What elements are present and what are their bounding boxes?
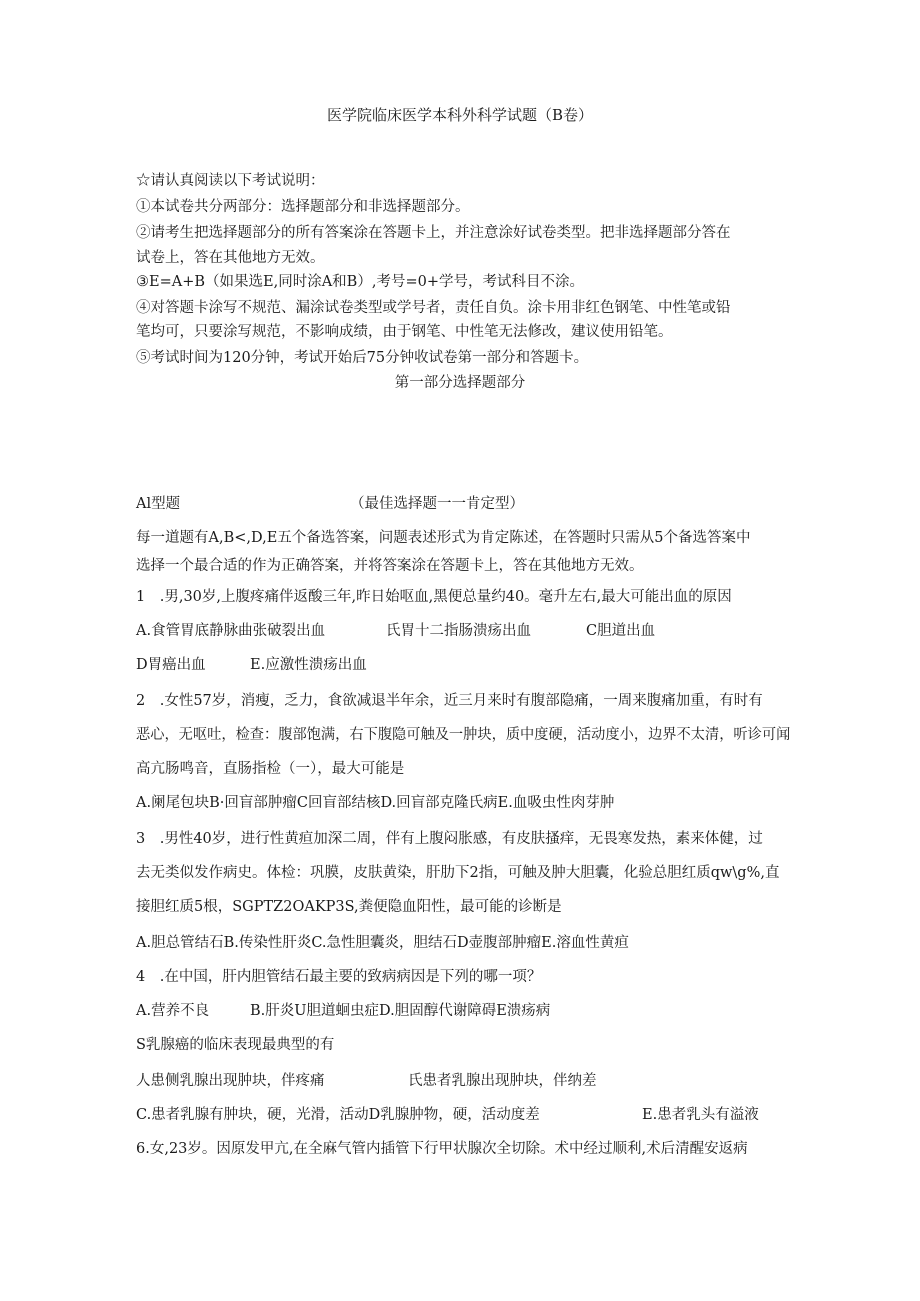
instructions-header: ☆请认真阅读以下考试说明：	[136, 173, 325, 189]
instruction-item-4: ④对答题卡涂写不规范、漏涂试卷类型或学号者，责任自负。涂卡用非红色钢笔、中性笔或铅	[136, 300, 731, 316]
question-5-option-b: 氏患者乳腺出现肿块，伴纳差	[408, 1073, 597, 1089]
question-2-stem-cont: 恶心，无呕吐，检查：腹部饱满，右下腹隐可触及一肿块，质中度硬，活动度小，边界不太清，听诊可闻	[136, 727, 791, 743]
question-3-options: A.胆总管结石B.传染性肝炎C.急性胆囊炎，胆结石D壶腹部肿瘤E.溶血性黄疸	[136, 935, 629, 951]
section-type: Al型题	[136, 496, 181, 512]
section-intro-cont: 选择一个最合适的作为正确答案，并将答案涂在答题卡上，答在其他地方无效。	[136, 558, 644, 574]
instruction-item-4-cont: 笔均可，只要涂写规范，不影响成绩，由于钢笔、中性笔无法修改，建议使用铅笔。	[136, 324, 673, 340]
question-1-option-b: 氏胃十二指肠溃疡出血	[386, 623, 531, 639]
question-5-option-e: E.患者乳头有溢液	[642, 1107, 759, 1123]
question-4-option-a: A.营养不良	[136, 1003, 210, 1019]
question-1-option-a: A.食管胃底静脉曲张破裂出血	[136, 623, 326, 639]
question-1-option-e: E.应激性溃疡出血	[250, 657, 367, 673]
instruction-item-1: ①本试卷共分两部分：选择题部分和非选择题部分。	[136, 199, 470, 215]
question-3-stem-cont: 去无类似发作病史。体检：巩膜，皮肤黄染，肝肋下2指，可触及肿大胆囊，化验总胆红质qw\g%,直	[136, 865, 780, 881]
question-5-stem: S乳腺癌的临床表现最典型的有	[136, 1037, 335, 1053]
question-4-stem: 4 .在中国，肝内胆管结石最主要的致病病因是下列的哪一项？	[136, 969, 542, 985]
instruction-item-2-cont: 试卷上，答在其他地方无效。	[136, 250, 325, 266]
instruction-item-5: ⑤考试时间为120分钟，考试开始后75分钟收试卷第一部分和答题卡。	[136, 350, 589, 366]
question-1-option-c: C胆道出血	[586, 623, 656, 639]
question-1-option-d: D胃癌出血	[136, 657, 206, 673]
exam-title: 医学院临床医学本科外科学试题（B卷）	[326, 106, 594, 124]
question-2-options: A.阑尾包块B·回盲部肿瘤C回盲部结核D.回盲部克隆氏病E.血吸虫性肉芽肿	[136, 795, 615, 811]
question-2-stem: 2 .女性57岁，消瘦，乏力，食欲减退半年余，近三月来时有腹部隐痛，一周来腹痛加重，有时有	[136, 693, 763, 709]
question-1-stem: 1 .男,30岁,上腹疼痛伴返酸三年,昨日始呕血,黑便总量约40。毫升左右,最大可能出血的原因	[136, 589, 732, 605]
instruction-item-2: ②请考生把选择题部分的所有答案涂在答题卡上，并注意涂好试卷类型。把非选择题部分答在	[136, 225, 731, 241]
question-6-stem: 6.女,23岁。因原发甲亢,在全麻气管内插管下行甲状腺次全切除。术中经过顺利,术后清醒安返病	[136, 1141, 748, 1157]
question-5-option-a: 人患侧乳腺出现肿块，伴疼痛	[136, 1073, 325, 1089]
instruction-item-3: ③E=A+B（如果选E,同时涂A和B）,考号=0+学号，考试科目不涂。	[136, 274, 584, 290]
question-3-stem-cont-2: 接胆红质5根，SGPTZ2OAKP3S,粪便隐血阳性，最可能的诊断是	[136, 899, 562, 915]
part-title: 第一部分选择题部分	[394, 375, 526, 391]
section-description: （最佳选择题一一肯定型）	[350, 496, 524, 512]
section-intro: 每一道题有A,B<,D,E五个备选答案，问题表述形式为肯定陈述，在答题时只需从5个备选答案中	[136, 530, 751, 546]
question-3-stem: 3 .男性40岁，进行性黄疸加深二周，伴有上腹闷胀感，有皮肤搔痒，无畏寒发热，素来体健，过	[136, 831, 763, 847]
question-2-stem-cont-2: 高亢肠鸣音，直肠指检（一），最大可能是	[136, 761, 405, 777]
question-4-options-rest: B.肝炎U胆道蛔虫症D.胆固醇代谢障碍E溃疡病	[250, 1003, 551, 1019]
question-5-option-cd: C.患者乳腺有肿块，硬，光滑，活动D乳腺肿物，硬，活动度差	[136, 1107, 540, 1123]
